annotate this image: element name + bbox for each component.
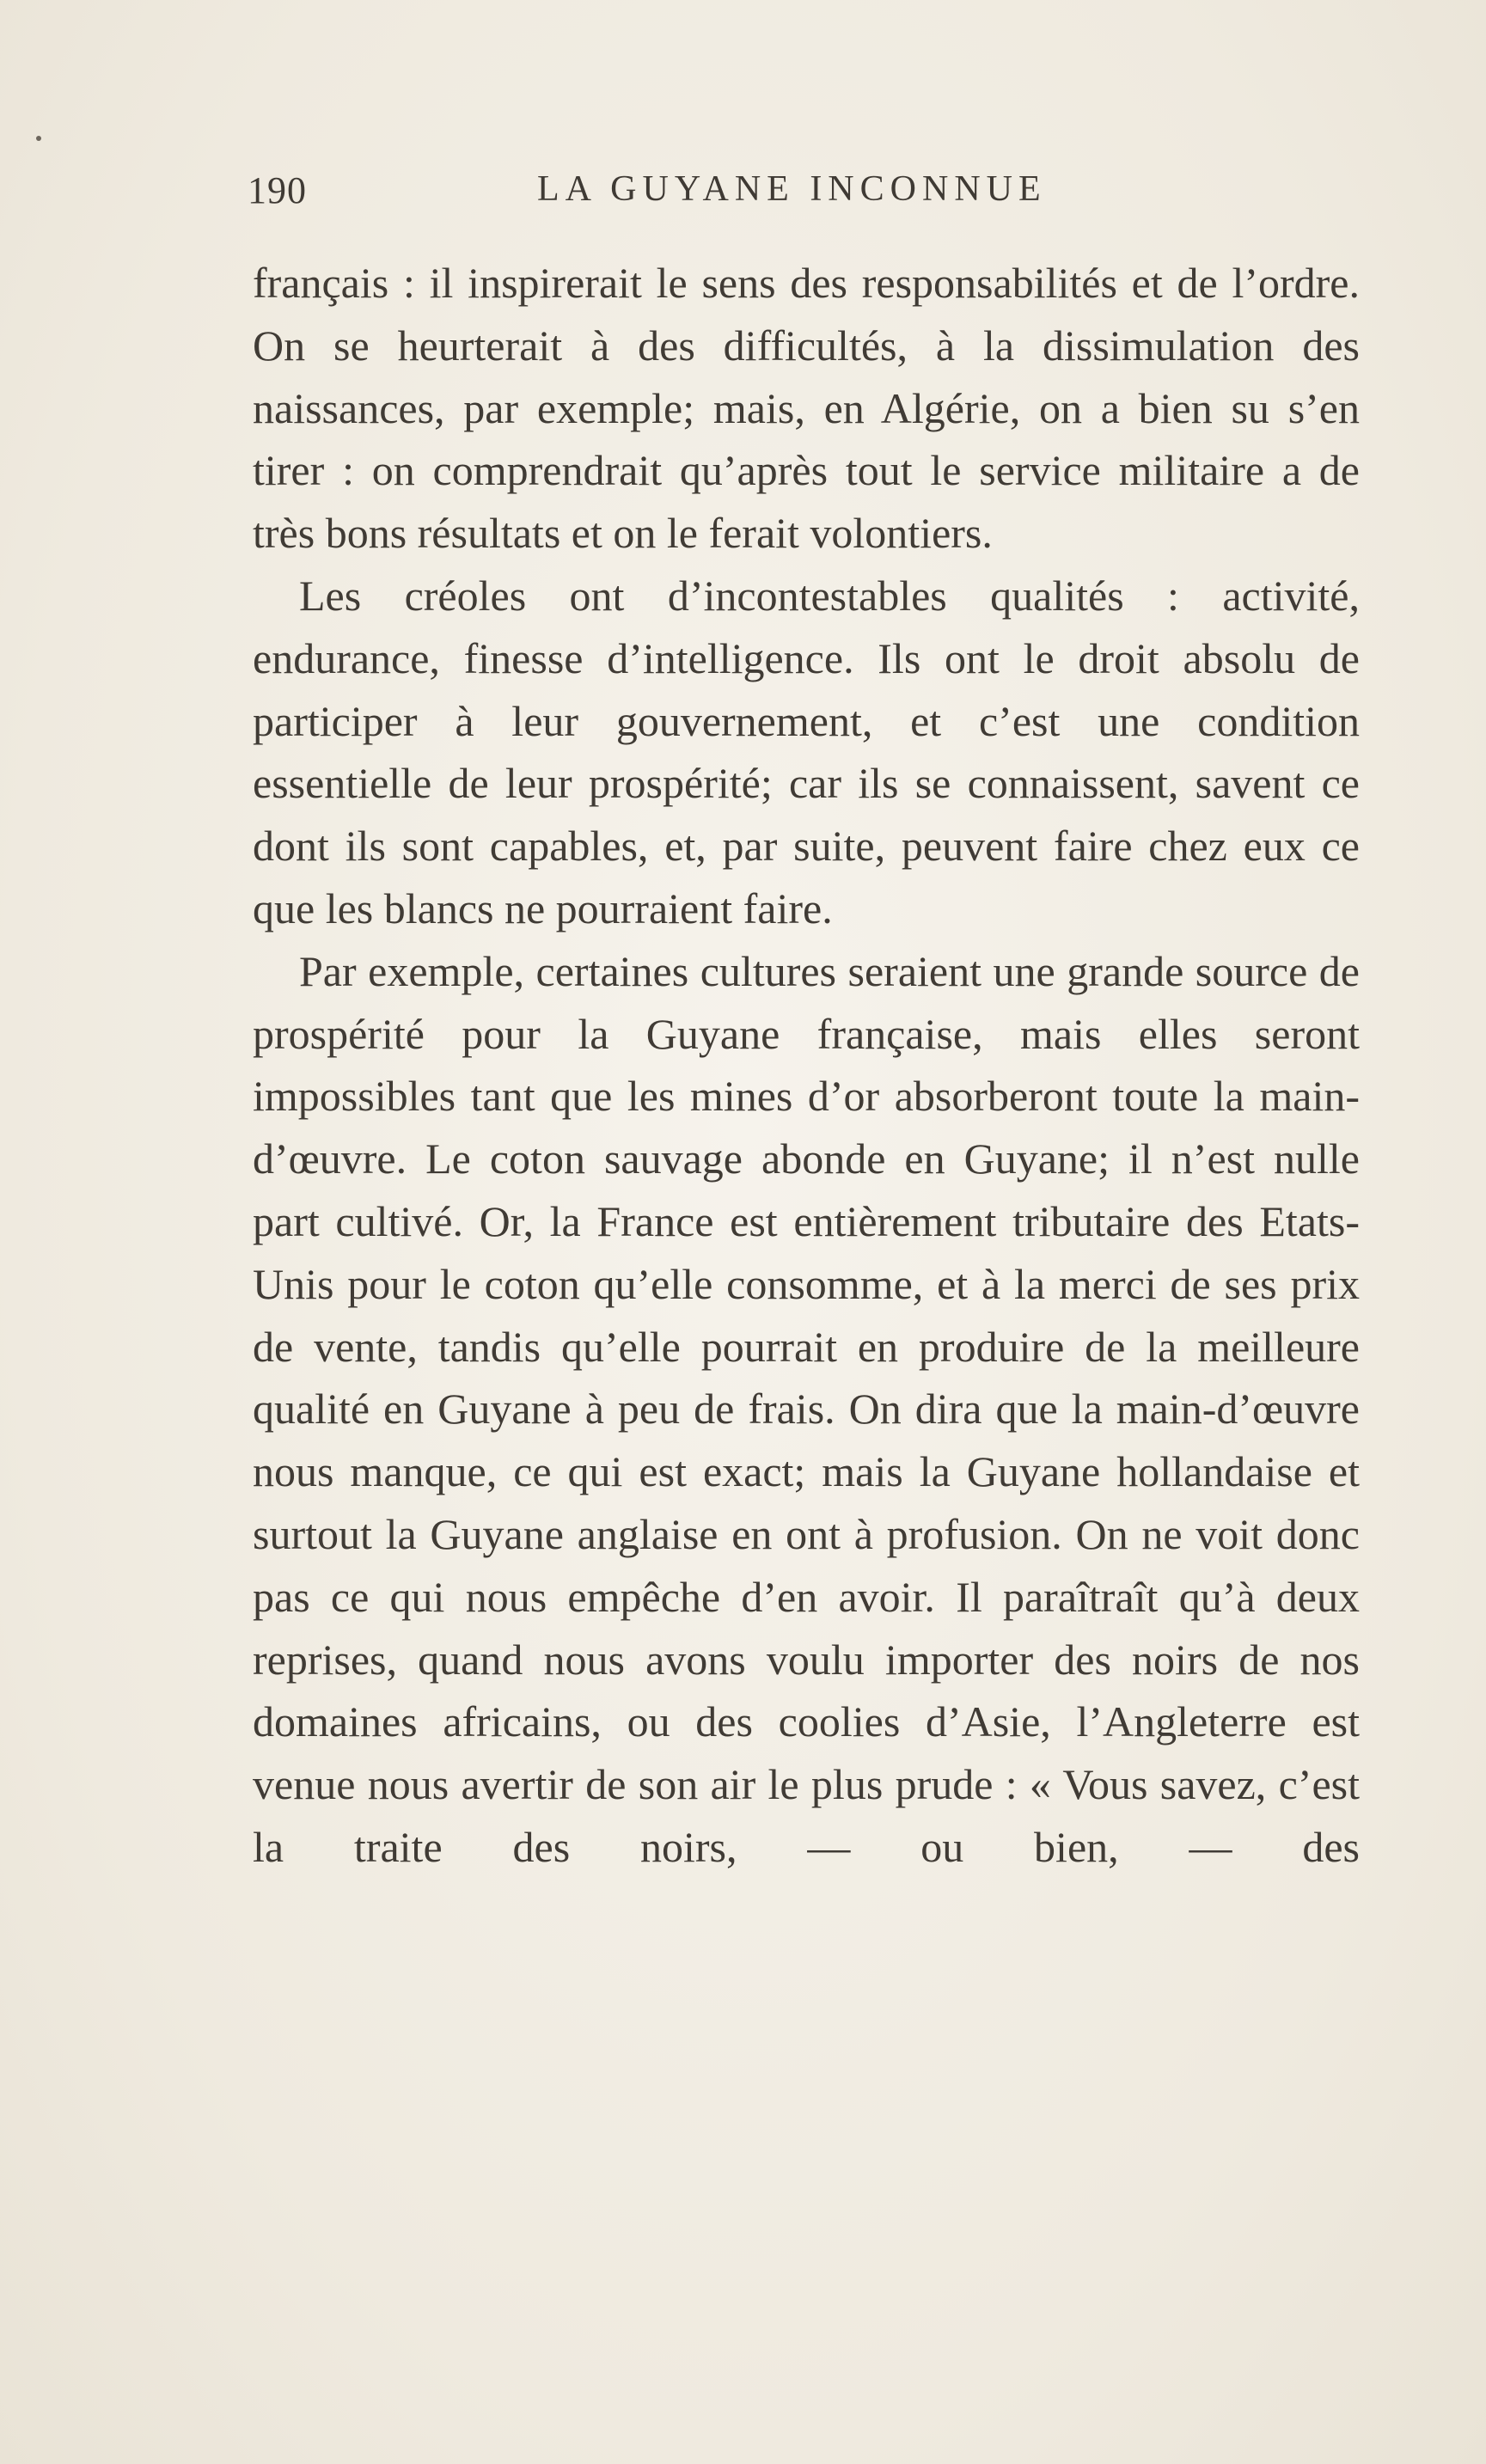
body-text <box>253 252 1360 1879</box>
paragraph-2: Les créoles ont d’incontestables qualités : activité, endurance, finesse d’intelligence. Ils ont le droit absolu de participer à leur gouvernement, et c’est une condition essentielle de leur prospérité; car ils se connaissent, savent ce dont ils sont capables, et, par suite, peuvent faire chez eux ce que les blancs ne pourraient faire. <box>253 571 1360 932</box>
print-speck <box>36 136 41 141</box>
paragraph-1: français : il inspirerait le sens des responsabilités et de l’ordre. On se heurterait à des difficultés, à la dissimulation des naissances, par exemple; mais, en Algérie, on a bien su s’en tirer : on comprendrait qu’après tout le service militaire a de très bons résultats et on le ferait volontiers. <box>253 259 1360 558</box>
book-title: LA GUYANE INCONNUE <box>537 169 1047 209</box>
running-head <box>248 168 1365 220</box>
paragraph-3: Par exemple, certaines cultures seraient une grande source de prospérité pour la Guyane française, mais elles seront impossibles tant que les mines d’or absorberont toute la main-d’œuvre. Le coton sauvage abonde en Guyane; il n’est nulle part cultivé. Or, la France est entièrement tributaire des Etats-Unis pour le coton qu’elle consomme, et à la merci de ses prix de vente, tandis qu’elle pourrait en produire de la meilleure qualité en Guyane à peu de frais. On dira que la main-d’œuvre nous manque, ce qui est exact; mais la Guyane hollandaise et surtout la Guyane anglaise en ont à profusion. On ne voit donc pas ce qui nous empêche d’en avoir. Il paraîtraît qu’à deux reprises, quand nous avons voulu importer des noirs de nos domaines africains, ou des coolies d’Asie, l’Angleterre est venue nous avertir de son air le plus prude : « Vous savez, c’est la traite des noirs, — ou bien, — des <box>253 946 1360 1871</box>
page-number: 190 <box>248 169 307 211</box>
